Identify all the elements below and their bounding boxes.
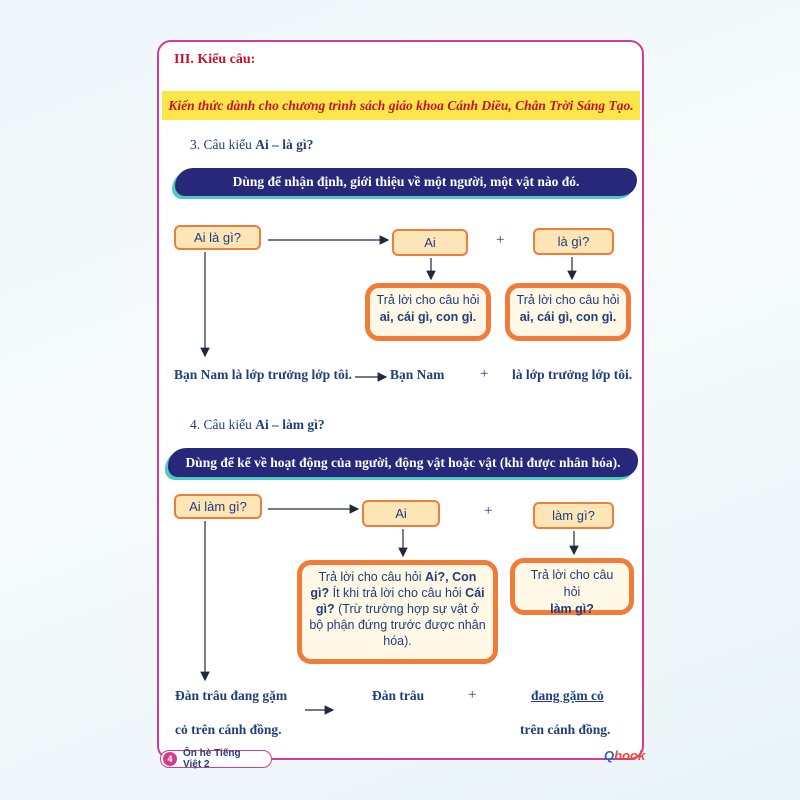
part4-predicate-answer-line2: làm gì? — [550, 602, 594, 616]
part3-predicate-box: là gì? — [533, 228, 614, 255]
book-title: Ôn hè Tiếng Việt 2 — [183, 748, 241, 770]
part4-heading-prefix: 4. Câu kiểu — [190, 417, 256, 432]
part4-example-plus: + — [468, 687, 477, 703]
footer-book-tag — [160, 750, 272, 768]
part4-predicate-box: làm gì? — [533, 502, 614, 529]
part3-subject-answer — [365, 283, 491, 341]
part4-subject-answer-bold2: Cái gì? — [315, 586, 485, 616]
part3-example-plus: + — [480, 366, 489, 382]
part3-example-sentence: Bạn Nam là lớp trưởng lớp tôi. — [174, 367, 352, 382]
part4-subject-answer-part3: (Trừ trường hợp sự vật ở bộ phận đứng trước được nhân hóa). — [309, 602, 486, 648]
part3-subject-answer-line1: Trả lời cho câu hỏi — [376, 293, 480, 307]
part4-subject-box: Ai — [362, 500, 440, 527]
part4-heading-bold: Ai – làm gì? — [255, 417, 325, 432]
part3-subject-box: Ai — [392, 229, 468, 256]
part4-subject-answer-bold1: Ai?, Con gì? — [310, 570, 477, 600]
publisher-logo — [604, 748, 645, 763]
part3-example-subject: Bạn Nam — [390, 367, 445, 382]
part4-example-predicate-line1: đang gặm cỏ — [531, 688, 604, 703]
part3-heading-bold: Ai – là gì? — [255, 137, 314, 152]
part4-heading — [190, 417, 325, 433]
part4-example-subject: Đàn trâu — [372, 688, 425, 703]
part4-predicate-answer — [510, 558, 634, 615]
part4-subject-answer — [297, 560, 498, 664]
part4-plus: + — [484, 503, 493, 519]
part3-question-box: Ai là gì? — [174, 225, 261, 250]
part4-predicate-answer-line1: Trả lời cho câu hỏi — [530, 568, 614, 599]
part3-example-predicate: là lớp trưởng lớp tôi. — [512, 367, 633, 382]
part4-example-sentence-line2: cỏ trên cánh đồng. — [175, 722, 282, 737]
part3-subject-answer-line2: ai, cái gì, con gì. — [379, 310, 477, 324]
logo-part2: book — [614, 748, 646, 763]
part4-subject-answer-part2: Ít khi trả lời cho câu hỏi — [329, 586, 466, 600]
part3-predicate-answer-line2: ai, cái gì, con gì. — [519, 310, 617, 324]
part3-heading — [190, 137, 313, 153]
section-heading: III. Kiểu câu: — [174, 52, 256, 67]
part3-predicate-answer — [505, 283, 631, 341]
part3-heading-prefix: 3. Câu kiểu — [190, 137, 256, 152]
part3-definition: Dùng để nhận định, giới thiệu về một người, một vật nào đó. — [175, 168, 637, 196]
part4-definition: Dùng để kể về hoạt động của người, động vật hoặc vật (khi được nhân hóa). — [168, 448, 638, 477]
curriculum-banner: Kiến thức dành cho chương trình sách giáo khoa Cánh Diều, Chân Trời Sáng Tạo. — [162, 91, 640, 120]
logo-part1: Q — [604, 748, 615, 763]
part4-example-predicate-line2: trên cánh đồng. — [520, 722, 611, 737]
page-number: 4 — [163, 752, 177, 766]
part4-subject-answer-part1: Trả lời cho câu hỏi — [318, 570, 425, 584]
part4-question-box: Ai làm gì? — [174, 494, 262, 519]
part4-example-sentence-line1: Đàn trâu đang gặm — [175, 688, 288, 703]
part3-plus: + — [496, 232, 505, 248]
part3-predicate-answer-line1: Trả lời cho câu hỏi — [516, 293, 620, 307]
